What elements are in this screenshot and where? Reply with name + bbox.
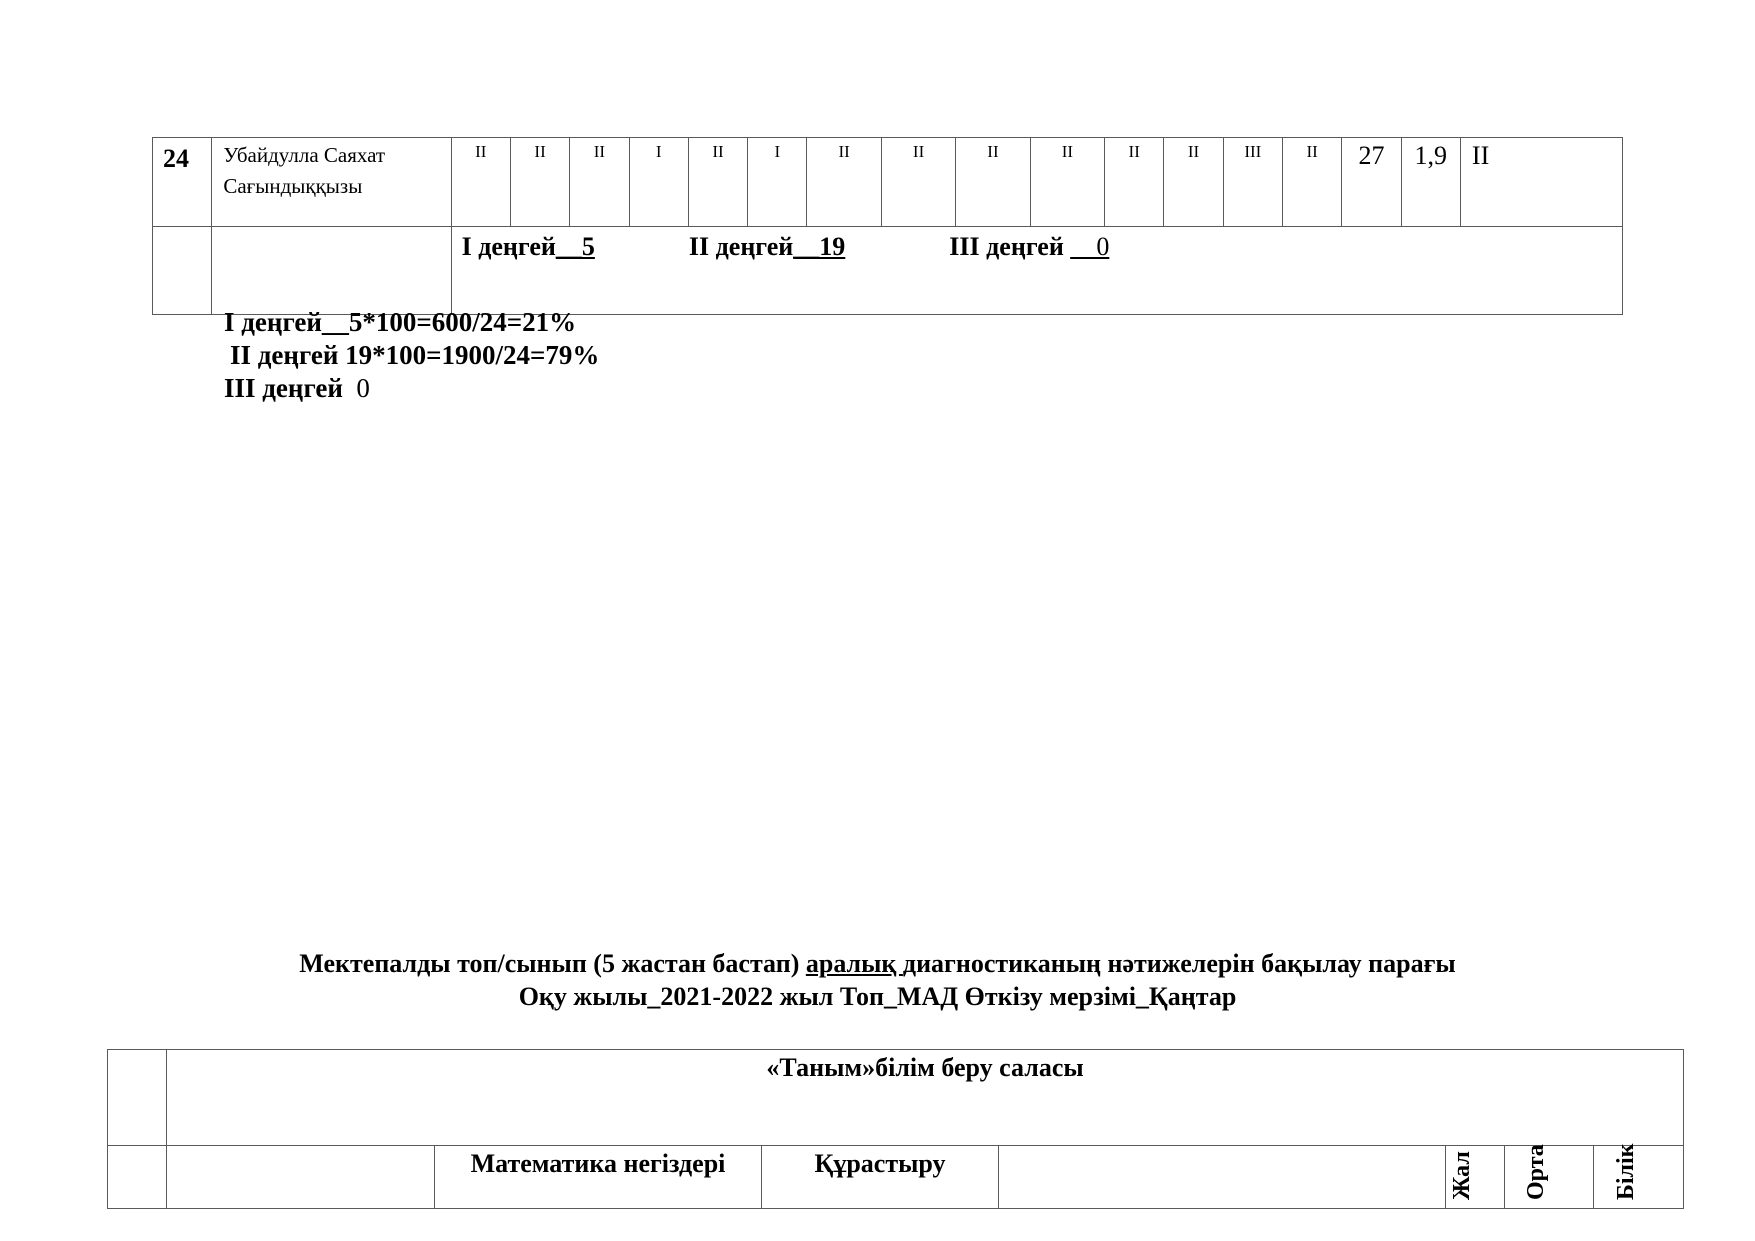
row-number: 24 bbox=[153, 138, 212, 227]
level2-label: II деңгей bbox=[688, 232, 794, 261]
grade-cell: III bbox=[1223, 138, 1282, 227]
subject-construction: Құрастыру bbox=[762, 1146, 999, 1209]
grade-cell: II bbox=[807, 138, 881, 227]
summary-row bbox=[153, 227, 1623, 315]
vertical-header bbox=[1446, 1146, 1505, 1209]
grade-cell: II bbox=[1030, 138, 1104, 227]
calc-level2: II деңгей 19*100=1900/24=79% bbox=[230, 340, 600, 370]
grade-cell: II bbox=[688, 138, 747, 227]
vertical-header-text: Орта bbox=[1523, 1144, 1549, 1200]
empty-cell bbox=[108, 1050, 167, 1146]
grade-cell: II bbox=[451, 138, 510, 227]
calc-level3-value: 0 bbox=[356, 373, 370, 403]
grade-cell: II bbox=[881, 138, 955, 227]
empty-cell bbox=[108, 1146, 167, 1209]
subject-math: Математика негіздері bbox=[435, 1146, 762, 1209]
grade-cell: I bbox=[629, 138, 688, 227]
calc-level3-label: III деңгей bbox=[224, 373, 343, 403]
table-row bbox=[153, 138, 1623, 227]
vertical-header bbox=[1594, 1143, 1684, 1209]
empty-cell bbox=[212, 227, 451, 315]
grade-cell: II bbox=[956, 138, 1030, 227]
grade-cell: II bbox=[570, 138, 629, 227]
student-name-line2: Сағындыққызы bbox=[223, 174, 363, 198]
header-row bbox=[108, 1050, 1684, 1146]
empty-cell bbox=[153, 227, 212, 315]
level2-value: __19 bbox=[793, 232, 846, 261]
title-part1: Мектепалды топ/сынып (5 жастан бастап) bbox=[299, 949, 806, 978]
grade-cell: II bbox=[510, 138, 569, 227]
vertical-header bbox=[1505, 1146, 1594, 1209]
calc-level3 bbox=[224, 372, 370, 405]
vertical-header-text: Білік bbox=[1612, 1143, 1639, 1200]
total-score: 27 bbox=[1342, 138, 1401, 227]
grade-cell: II bbox=[1282, 138, 1341, 227]
calc-level1: I деңгей__5*100=600/24=21% bbox=[224, 307, 577, 337]
vertical-header-text: Жал bbox=[1449, 1151, 1475, 1200]
average-score: 1,9 bbox=[1401, 138, 1460, 227]
page-title bbox=[0, 949, 1755, 979]
subheader-row bbox=[108, 1146, 1684, 1209]
student-name bbox=[212, 138, 451, 227]
empty-cell bbox=[167, 1146, 435, 1209]
student-name-line1: Убайдулла Саяхат bbox=[223, 143, 386, 167]
diagnostics-table bbox=[107, 1049, 1684, 1209]
level-summary bbox=[451, 227, 1622, 315]
grade-cell: II bbox=[1164, 138, 1223, 227]
final-level: II bbox=[1460, 138, 1622, 227]
empty-cell bbox=[999, 1146, 1446, 1209]
grade-cell: I bbox=[748, 138, 807, 227]
results-table bbox=[152, 137, 1623, 315]
level3-value: __0 bbox=[1070, 232, 1110, 261]
level1-label: I деңгей bbox=[461, 232, 556, 261]
title-underlined: аралық bbox=[805, 949, 903, 978]
level3-label: III деңгей bbox=[949, 232, 1071, 261]
grade-cell: II bbox=[1105, 138, 1164, 227]
page-subtitle: Оқу жылы_2021-2022 жыл Топ_МАД Өткізу мерзімі_Қаңтар bbox=[518, 982, 1237, 1011]
education-area-header: «Таным»білім беру саласы bbox=[167, 1050, 1684, 1146]
level1-value: __5 bbox=[555, 232, 595, 261]
title-part2: диагностиканың нәтижелерін бақылау парағы bbox=[902, 949, 1456, 978]
